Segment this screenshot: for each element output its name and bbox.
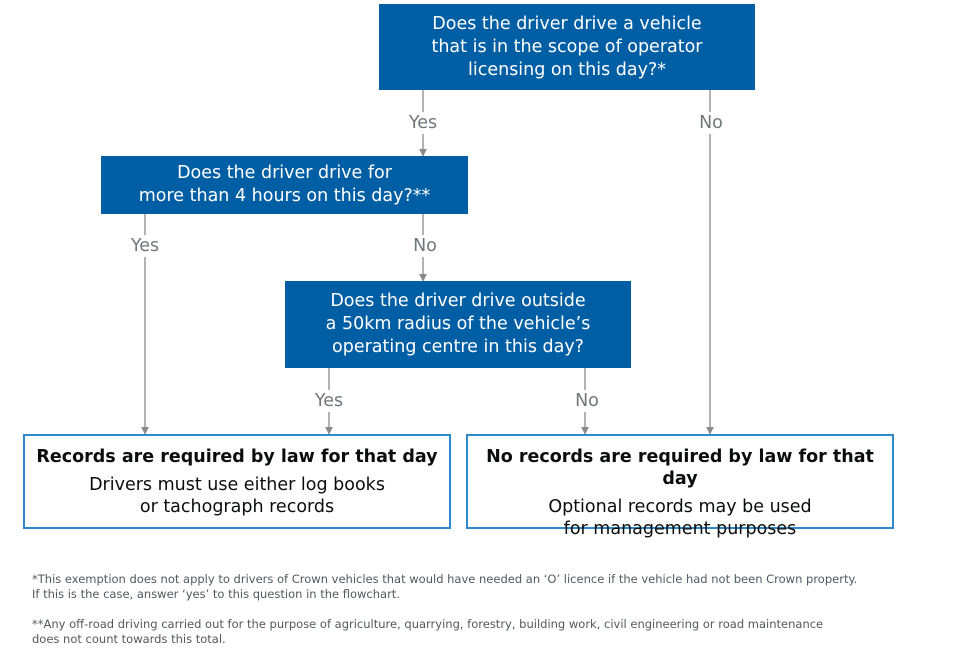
question-operator-licensing bbox=[379, 4, 755, 90]
label-q2-yes: Yes bbox=[128, 235, 162, 257]
result-records-required-title: Records are required by law for that day bbox=[36, 447, 438, 467]
label-q2-no: No bbox=[410, 235, 440, 257]
question-driving-hours bbox=[101, 156, 468, 214]
label-q3-no: No bbox=[572, 390, 602, 412]
question-driving-hours-text: Does the driver drive for more than 4 hours on this day?** bbox=[138, 163, 431, 206]
question-radius bbox=[285, 281, 631, 368]
result-no-records-required-body: Optional records may be used for management purposes bbox=[548, 497, 812, 539]
label-q1-no: No bbox=[696, 112, 726, 134]
label-q1-yes: Yes bbox=[406, 112, 440, 134]
label-q3-yes: Yes bbox=[312, 390, 346, 412]
footnote-off-road-driving: **Any off-road driving carried out for the purpose of agriculture, quarrying, forestry, building work, civil engineering or road maintenance does not count towards this total. bbox=[32, 617, 824, 646]
question-radius-text: Does the driver drive outside a 50km radius of the vehicle’s operating centre in this day? bbox=[325, 291, 591, 357]
question-operator-licensing-text: Does the driver drive a vehicle that is in the scope of operator licensing on this day?* bbox=[431, 13, 703, 80]
result-no-records-required-title: No records are required by law for that day bbox=[486, 447, 874, 489]
result-records-required bbox=[23, 434, 451, 529]
footnote-crown-vehicles: *This exemption does not apply to drivers of Crown vehicles that would have needed an ‘O’ licence if the vehicle had not been Crown property. If this is the case, answer ‘yes’ to this question in the flowchart. bbox=[32, 572, 858, 601]
result-records-required-body: Drivers must use either log books or tachograph records bbox=[89, 475, 385, 517]
result-no-records-required bbox=[466, 434, 894, 539]
